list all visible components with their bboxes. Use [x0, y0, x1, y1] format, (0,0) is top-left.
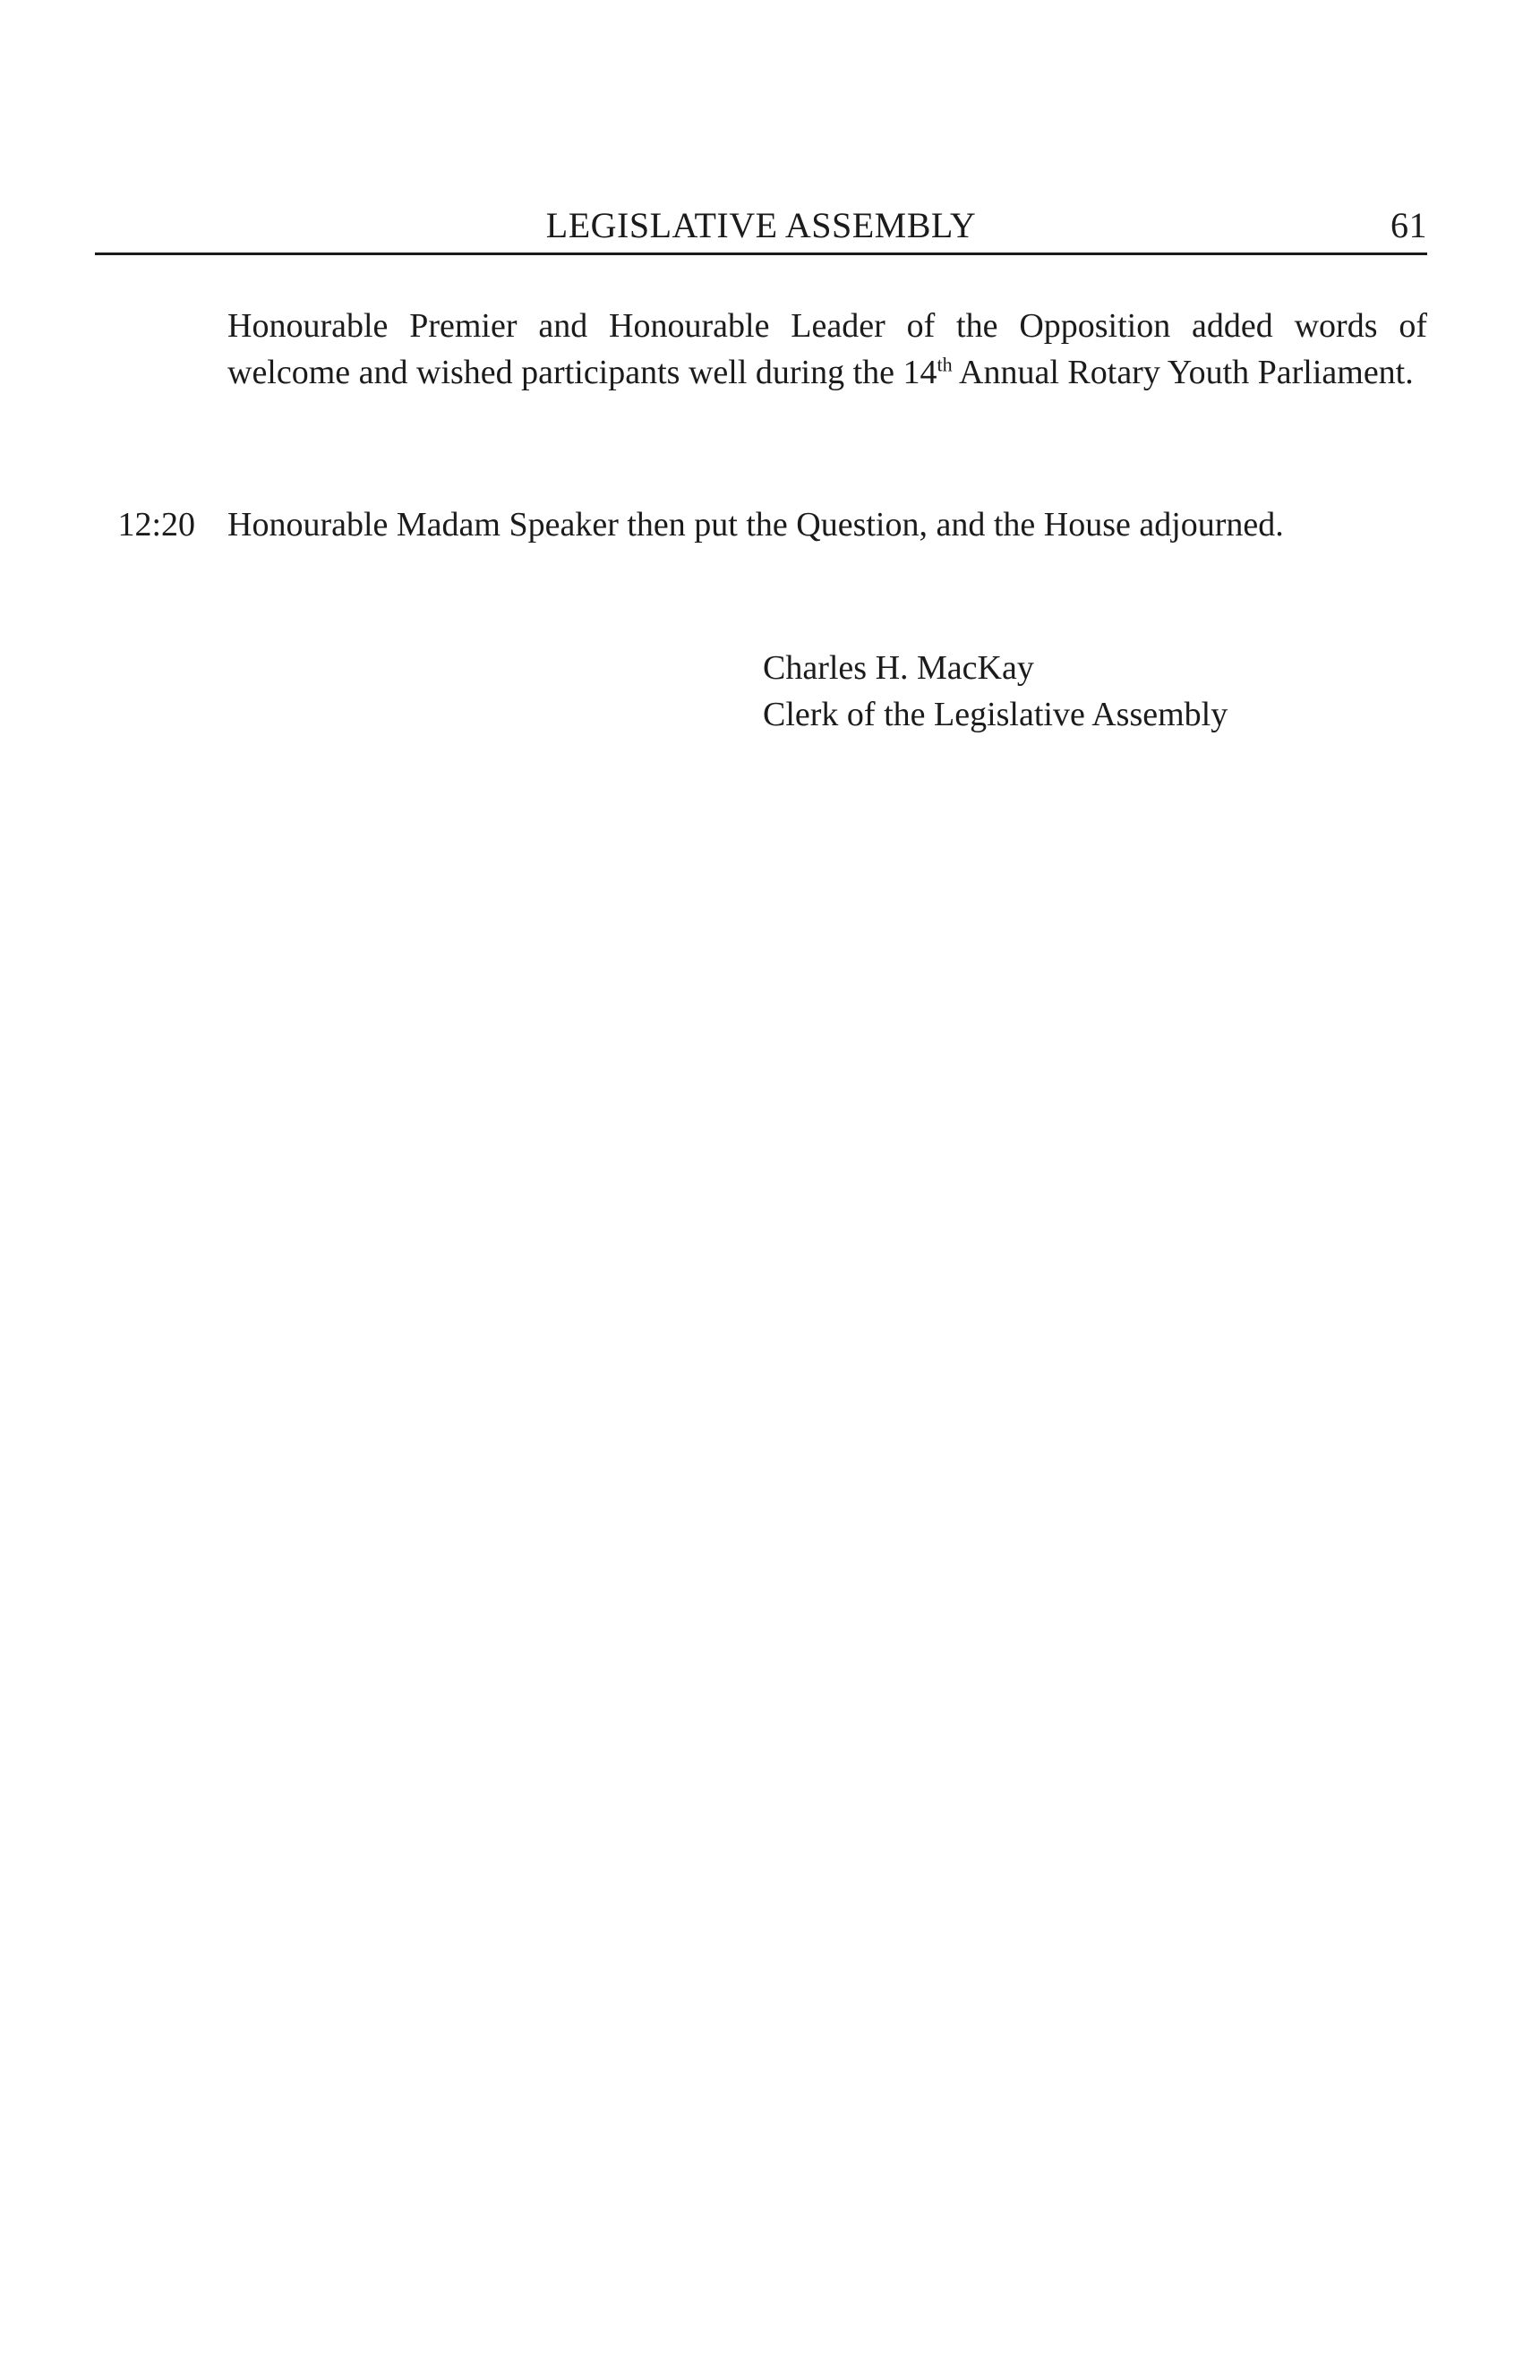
- paragraph-welcome: [227, 303, 1427, 396]
- page-header: [95, 199, 1427, 253]
- header-rule: [95, 253, 1427, 255]
- header-title: LEGISLATIVE ASSEMBLY: [545, 205, 977, 245]
- signature-block: [763, 645, 1390, 738]
- paragraph-welcome-tail: Annual Rotary Youth Parliament.: [952, 354, 1414, 391]
- time-label: 12:20: [117, 506, 195, 544]
- paragraph-welcome-text: Honourable Premier and Honourable Leader of the Opposition added words of welcome and wished participants well during the 14: [227, 307, 1427, 391]
- ordinal-superscript: th: [937, 353, 953, 376]
- page-number: 61: [1390, 205, 1427, 245]
- signatory-title: Clerk of the Legislative Assembly: [763, 696, 1228, 733]
- paragraph-adjournment: Honourable Madam Speaker then put the Question, and the House adjourned.: [227, 506, 1284, 544]
- signatory-name: Charles H. MacKay: [763, 649, 1034, 687]
